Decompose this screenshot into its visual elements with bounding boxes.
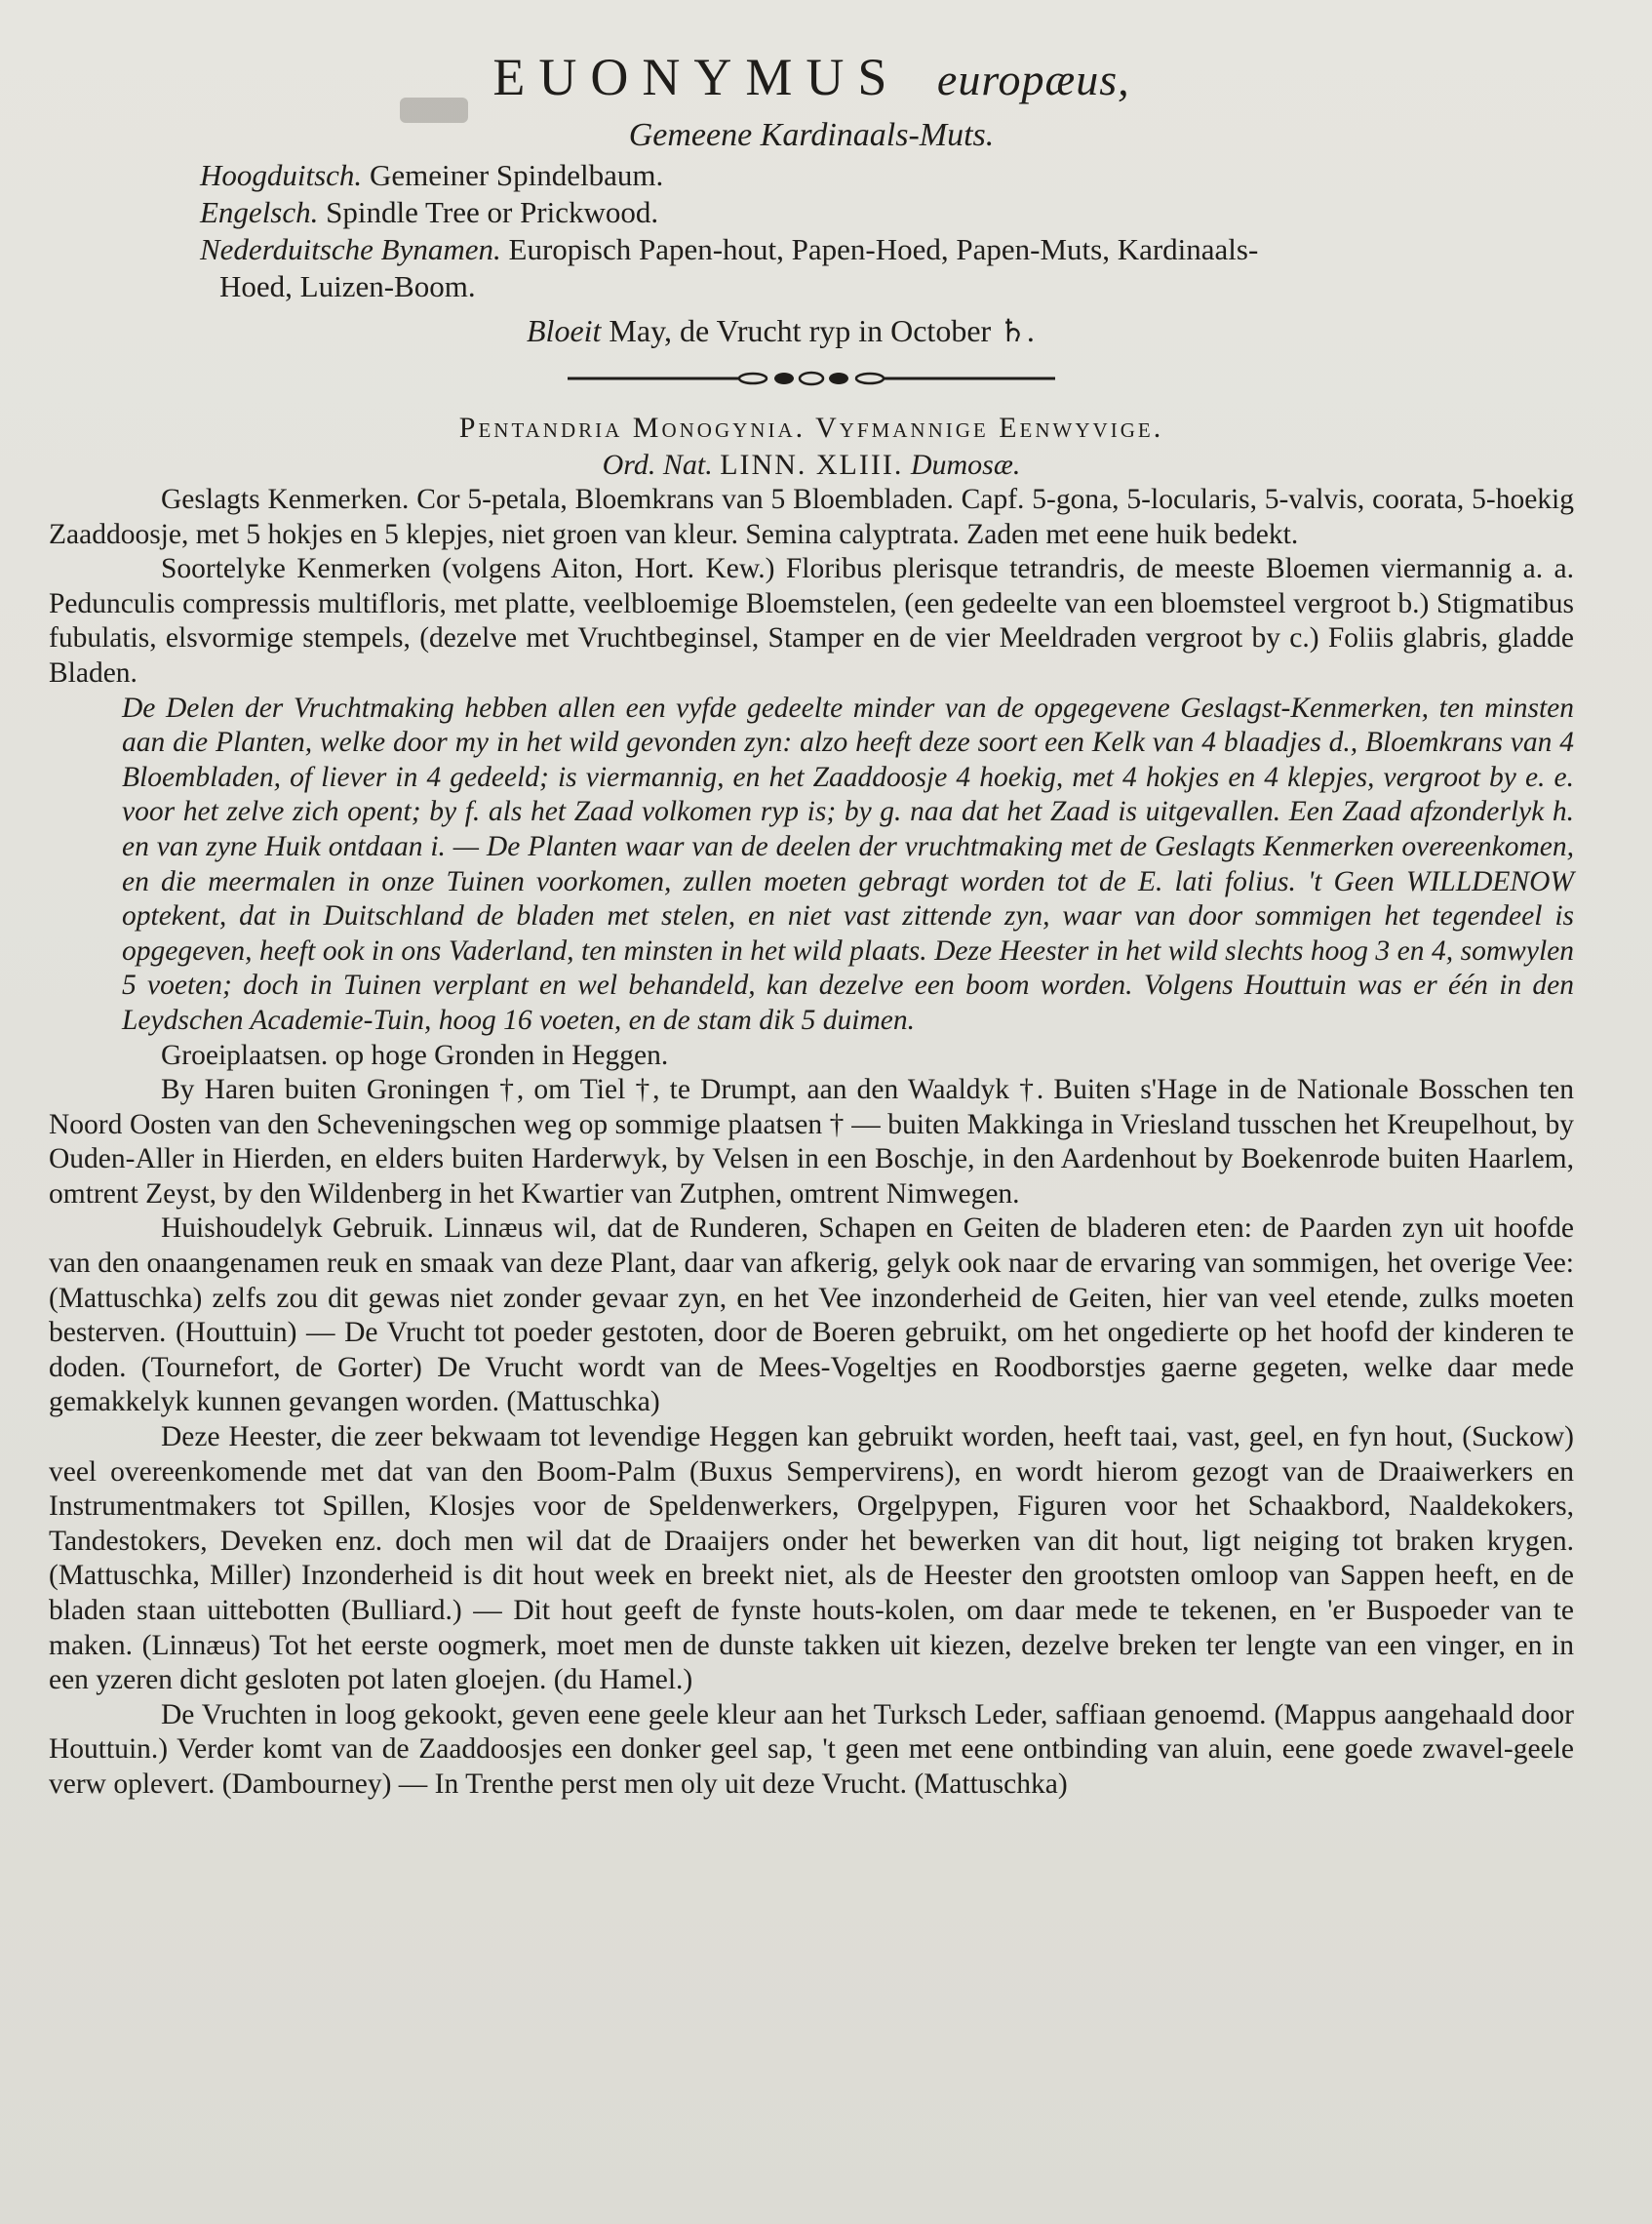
synonym-label: Hoogduitsch. <box>200 158 363 192</box>
synonym-value: Europisch Papen-hout, Papen-Hoed, Papen-Muts, Kardinaals- <box>508 232 1259 266</box>
synonym-label: Nederduitsche Bynamen. <box>200 232 501 266</box>
species-name: europæus, <box>936 55 1130 104</box>
flowering-label: Bloeit <box>527 313 602 348</box>
flowering-value: May, de Vrucht ryp in October ♄. <box>609 313 1035 348</box>
page-title <box>49 43 1574 114</box>
paragraph-heester-hout: Deze Heester, die zeer bekwaam tot levendige Heggen kan gebruikt worden, heeft taai, vast, geel, en fyn hout, (Suckow) veel overeenkomende met dat van den Boom-Palm (Buxus Sempervirens), en wordt hierom gezogt van de Draaiwerkers en Instrumentmakers tot Spillen, Klosjes voor de Speldenwerkers, Orgelpypen, Figuren voor het Schaakbord, Naaldekokers, Tandestokers, Deveken enz. doch men wil dat de Draaijers onder het bewerken van dit hout, ligt neiging tot braken krygen. (Mattuschka, Miller) Inzonderheid is dit hout week en breekt niet, als de Heester den grootsten omloop van Sappen heeft, en de bladen staan uittebotten (Bulliard.) — Dit hout geeft de fynste houts-kolen, om daar mede te tekenen, en 'er Buspoeder van te maken. (Linnæus) Tot het eerste oogmerk, moet men de dunste takken uit kiezen, dezelve breken ter lengte van een vinger, en in een yzeren dicht gesloten pot laten gloejen. (du Hamel.) <box>49 1421 1574 1696</box>
paragraph-vruchten: De Vruchten in loog gekookt, geven eene geele kleur aan het Turksch Leder, saffiaan genoemd. (Mappus aangehaald door Houttuin.) Verder komt van de Zaaddoosjes een donker geel sap, 't geen met eene ontbinding van aluin, eene goede zwavel-geele verw oplevert. (Dambourney) — In Trenthe perst men oly uit deze Vrucht. (Mattuschka) <box>49 1698 1574 1800</box>
vernacular-title: Gemeene Kardinaals-Muts. <box>628 117 995 153</box>
synonym-value: Gemeiner Spindelbaum. <box>369 158 664 192</box>
synonym-hoogduitsch <box>49 157 1574 194</box>
synonym-label: Engelsch. <box>200 195 319 229</box>
ord-linn: LINN. XLIII. <box>720 449 904 481</box>
ornament-divider <box>568 368 1055 389</box>
synonym-value: Spindle Tree or Prickwood. <box>326 195 659 229</box>
paragraph-huishoudelyk-gebruik: Huishoudelyk Gebruik. Linnæus wil, dat de Runderen, Schapen en Geiten de bladeren eten: de Paarden zyn uit hoofde van den onaangenamen reuk en smaak van deze Plant, daar van afkerig, gelyk ook naar de ervaring van sommigen, het overige Vee: (Mattuschka) zelfs zou dit gewas niet zonder gevaar zyn, en het Vee inzonderheid de Geiten, hier van veel etende, zulks moeten besterven. (Houttuin) — De Vrucht tot poeder gestoten, door de Boeren gebruikt, om het ongedierte op het hoofd der kinderen te doden. (Tournefort, de Gorter) De Vrucht wordt van de Mees-Vogeltjes en Roodborstjes gaerne gegeten, welke daar mede gemakkelyk kunnen gevangen worden. (Mattuschka) <box>49 1212 1574 1418</box>
paragraph-soortelyke-kenmerken: Soortelyke Kenmerken (volgens Aiton, Hort. Kew.) Floribus plerisque tetrandris, de meeste Bloemen viermannig a. a. Pedunculis compressis multifloris, met platte, veelbloemige Bloemstelen, (een gedeelte van een bloemsteel vergroot b.) Stigmatibus fubulatis, elsvormige stempels, (dezelve met Vruchtbeginsel, Stamper en de vier Meeldraden vergroot by c.) Foliis glabris, gladde Bladen. <box>49 553 1574 689</box>
ord-name: Dumosæ. <box>910 449 1021 481</box>
natural-order-line <box>49 448 1574 483</box>
ink-stamp-mark <box>400 98 468 123</box>
flowering-line <box>49 305 1574 356</box>
paragraph-delen-vruchtmaking: De Delen der Vruchtmaking hebben allen een vyfde gedeelte minder van de opgegevene Geslagst-Kenmerken, ten minsten aan die Planten, welke door my in het wild gevonden zyn: alzo heeft deze soort een Kelk van 4 blaadjes d., Bloemkrans van 4 Bloembladen, of liever in 4 gedeeld; is viermannig, en het Zaaddoosje 4 hoekig, met 4 hokjes en 4 klepjes, vergroot by e. e. voor het zelve zich opent; by f. als het Zaad volkomen ryp is; by g. naa dat het Zaad is uitgevallen. Een Zaad afzonderlyk h. en van zyne Huik ontdaan i. — De Planten waar van de deelen der vruchtmaking met de Geslagts Kenmerken overeenkomen, en die meermalen in onze Tuinen voorkomen, zullen moeten gebragt worden tot de E. lati folius. 't Geen WILLDENOW optekent, dat in Duitschland de bladen met stelen, en niet vast zittende zyn, waar van door sommigen het tegendeel is opgegeven, heeft ook in ons Vaderland, ten minsten in het wild plaats. Deze Heester in het wild slechts hoog 3 en 4, somwylen 5 voeten; doch in Tuinen verplant en wel behandeld, kan dezelve een boom worden. Volgens Houttuin was er één in den Leydschen Academie-Tuin, hoog 16 voeten, en de stam dik 5 duimen. <box>122 692 1574 1036</box>
synonym-nederduitsch-continued: Hoed, Luizen-Boom. <box>219 269 476 303</box>
classification-line: Pentandria Monogynia. Vyfmannige Eenwyvige. <box>458 412 1164 444</box>
paragraph-geslagts-kenmerken: Geslagts Kenmerken. Cor 5-petala, Bloemkrans van 5 Bloembladen. Capf. 5-gona, 5-locularis, 5-valvis, coorata, 5-hoekig Zaaddoosje, met 5 hokjes en 5 klepjes, niet groen van kleur. Semina calyptrata. Zaden met eene huik bedekt. <box>49 484 1574 550</box>
ord-prefix: Ord. Nat. <box>602 449 713 481</box>
genus-name: EUONYMUS <box>492 48 901 106</box>
paragraph-groeiplaatsen: Groeiplaatsen. op hoge Gronden in Heggen. <box>161 1039 669 1071</box>
paragraph-localities: By Haren buiten Groningen †, om Tiel †, te Drumpt, aan den Waaldyk †. Buiten s'Hage in de Nationale Bosschen ten Noord Oosten van den Scheveningschen weg op sommige plaatsen † — buiten Makkinga in Vriesland tusschen het Kreupelhout, by Ouden-Aller in Hierden, en elders buiten Harderwyk, by Velsen in een Boschje, in den Aardenhout by Boekenrode buiten Haarlem, omtrent Zeyst, by den Wildenberg in het Kwartier van Zutphen, omtrent Nimwegen. <box>49 1074 1574 1210</box>
synonym-nederduitsch <box>49 231 1574 268</box>
synonym-engelsch <box>49 194 1574 231</box>
